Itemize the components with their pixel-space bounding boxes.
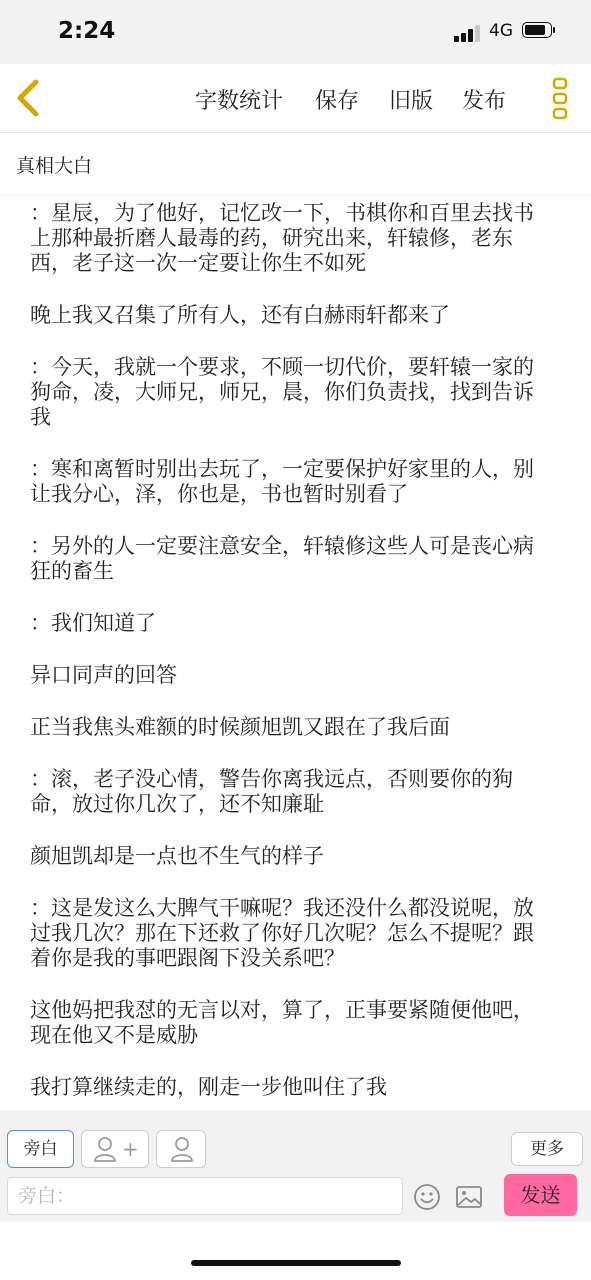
word-count-button[interactable]: 字数统计 (195, 89, 284, 114)
story-paragraph: ：寒和离暂时别出去玩了，一定要保护好家里的人，别让我分心，泽，你也是，书也暂时别看了 (30, 457, 534, 506)
story-paragraph: 晚上我又召集了所有人，还有白赫雨轩都来了 (30, 303, 450, 327)
story-paragraph: ：滚，老子没心情，警告你离我远点，否则要你的狗命，放过你几次了，还不知廉耻 (30, 767, 513, 816)
cellular-signal-icon (454, 24, 482, 42)
story-paragraph: ：我们知道了 (30, 611, 156, 635)
chapter-title[interactable]: 真相大白 (16, 155, 93, 177)
send-button[interactable]: 发送 (504, 1174, 577, 1216)
story-paragraph: 颜旭凯却是一点也不生气的样子 (30, 844, 324, 868)
character-button[interactable] (156, 1130, 206, 1168)
status-time: 2:24 (58, 18, 116, 44)
story-paragraph: ：星辰，为了他好，记忆改一下，书棋你和百里去找书上那种最折磨人最毒的药，研究出来，轩辕修，老东西，老子这一次一定要让你生不如死 (30, 201, 534, 275)
image-icon[interactable] (455, 1183, 483, 1211)
battery-icon (522, 22, 554, 40)
story-paragraph: ：另外的人一定要注意安全，轩辕修这些人可是丧心病狂的畜生 (30, 534, 534, 583)
narration-input[interactable] (7, 1177, 403, 1215)
home-area (0, 1222, 591, 1280)
story-paragraph: ：今天，我就一个要求，不顾一切代价，要轩辕一家的狗命，凌，大师兄，师兄，晨，你们负责找，找到告诉我 (30, 355, 534, 429)
person-plus-icon (92, 1134, 122, 1164)
status-bar (0, 0, 591, 64)
story-paragraph: 我打算继续走的，刚走一步他叫住了我 (30, 1075, 387, 1099)
story-content[interactable] (0, 196, 591, 1110)
more-button[interactable]: 更多 (511, 1132, 583, 1166)
chapter-title-bar (0, 133, 591, 196)
home-indicator[interactable] (191, 1260, 401, 1266)
compose-toolbar (0, 1110, 591, 1222)
add-character-button[interactable] (81, 1130, 149, 1168)
old-version-button[interactable]: 旧版 (389, 89, 434, 114)
back-button[interactable] (10, 76, 50, 120)
narration-tab[interactable]: 旁白 (7, 1130, 74, 1168)
publish-button[interactable]: 发布 (462, 89, 507, 114)
story-paragraph: 这他妈把我怼的无言以对，算了，正事要紧随便他吧，现在他又不是威胁 (30, 998, 534, 1047)
top-navigation-bar (0, 64, 591, 133)
menu-button[interactable] (548, 76, 572, 122)
vertical-dots-icon (548, 76, 572, 122)
save-button[interactable]: 保存 (315, 89, 360, 114)
story-paragraph: 正当我焦头难额的时候颜旭凯又跟在了我后面 (30, 715, 450, 739)
person-icon (167, 1134, 197, 1164)
smiley-icon[interactable] (413, 1183, 441, 1211)
story-paragraph: ：这是发这么大脾气干嘛呢？我还没什么都没说呢，放过我几次？那在下还救了你好几次呢？怎么不提呢？跟着你是我的事吧跟阁下没关系吧？ (30, 896, 534, 970)
chevron-left-icon (10, 76, 50, 120)
network-type: 4G (489, 21, 513, 41)
story-paragraph: 异口同声的回答 (30, 663, 177, 687)
add-character-plus: + (122, 1137, 139, 1161)
